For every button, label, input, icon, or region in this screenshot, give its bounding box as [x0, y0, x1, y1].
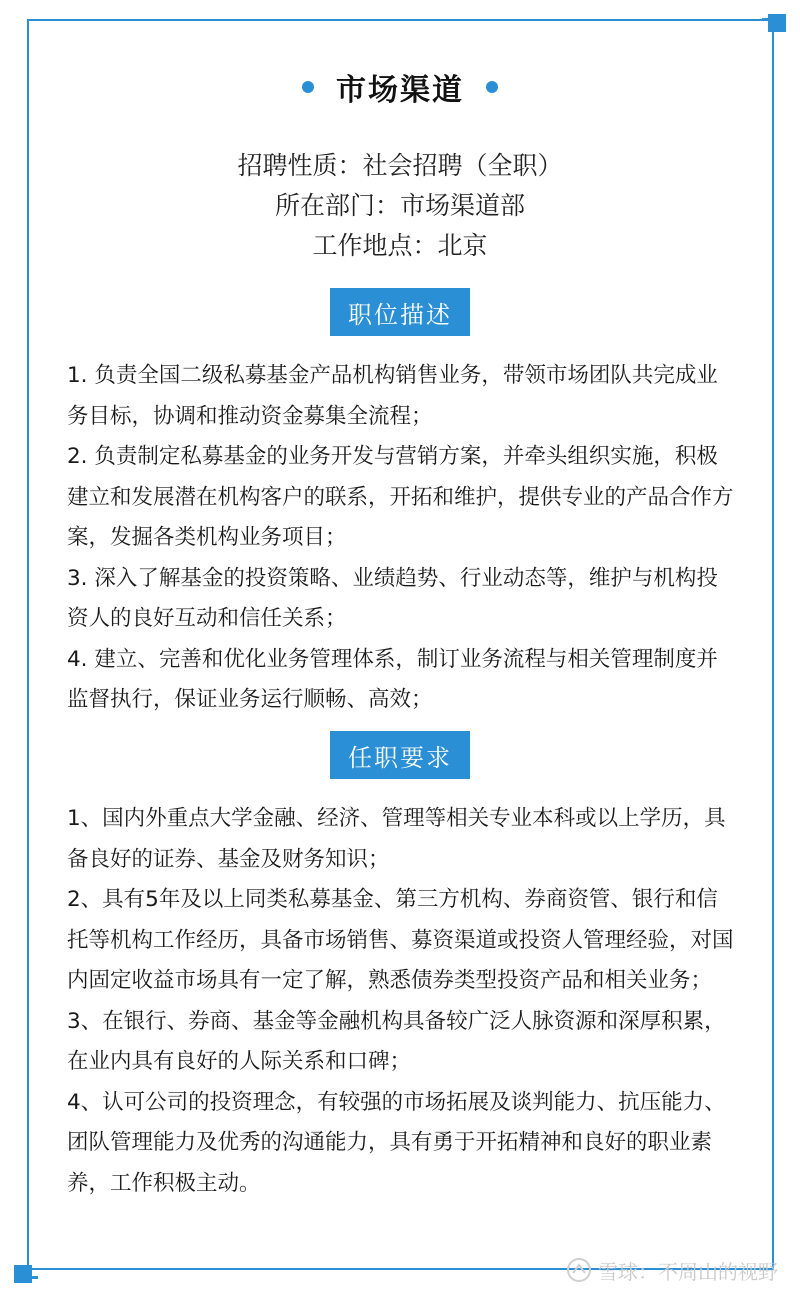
department: 所在部门：市场渠道部: [274, 191, 525, 220]
corner-decoration-top-right: [762, 14, 786, 38]
watermark-text: 雪球：不周山的视野: [598, 1259, 778, 1284]
list-item: 4. 建立、完善和优化业务管理体系，制订业务流程与相关管理制度并监督执行，保证业务运行顺畅、高效；: [67, 646, 718, 712]
page-title: 市场渠道: [336, 73, 464, 108]
snowball-logo-icon: [566, 1257, 592, 1283]
list-item: 1、国内外重点大学金融、经济、管理等相关专业本科或以上学历，具备良好的证券、基金及财务知识；: [67, 806, 726, 872]
requirements-list: [67, 799, 737, 1204]
recruitment-type: 招聘性质：社会招聘（全职）: [237, 151, 563, 180]
list-item: 3. 深入了解基金的投资策略、业绩趋势、行业动态等，维护与机构投资人的良好互动和信任关系；: [67, 565, 718, 631]
list-item: 2. 负责制定私募基金的业务开发与营销方案，并牵头组织实施，积极建立和发展潜在机构客户的联系，开拓和维护，提供专业的产品合作方案，发掘各类机构业务项目；: [67, 444, 734, 550]
list-item: 1. 负责全国二级私募基金产品机构销售业务，带领市场团队共完成业务目标，协调和推动资金募集全流程；: [67, 363, 718, 429]
list-item: 2、具有5年及以上同类私募基金、第三方机构、券商资管、银行和信托等机构工作经历，具备市场销售、募资渠道或投资人管理经验，对国内固定收益市场具有一定了解，熟悉债券类型投资产品和相关业务；: [67, 887, 734, 993]
bullet-dot-icon: [302, 81, 314, 93]
work-location: 工作地点：北京: [312, 231, 488, 260]
corner-decoration-bottom-left: [14, 1259, 38, 1283]
list-item: 4、认可公司的投资理念，有较强的市场拓展及谈判能力、抗压能力、团队管理能力及优秀的沟通能力，具有勇于开拓精神和良好的职业素养，工作积极主动。: [67, 1089, 726, 1196]
watermark: [566, 1255, 778, 1285]
title-row: [0, 62, 800, 112]
section-heading-requirements: 任职要求: [330, 731, 470, 779]
list-item: 3、在银行、券商、基金等金融机构具备较广泛人脉资源和深厚积累，在业内具有良好的人际关系和口碑；: [67, 1008, 726, 1074]
section-heading-job-description: 职位描述: [330, 288, 470, 336]
bullet-dot-icon: [486, 81, 498, 93]
job-description-list: [67, 356, 737, 721]
